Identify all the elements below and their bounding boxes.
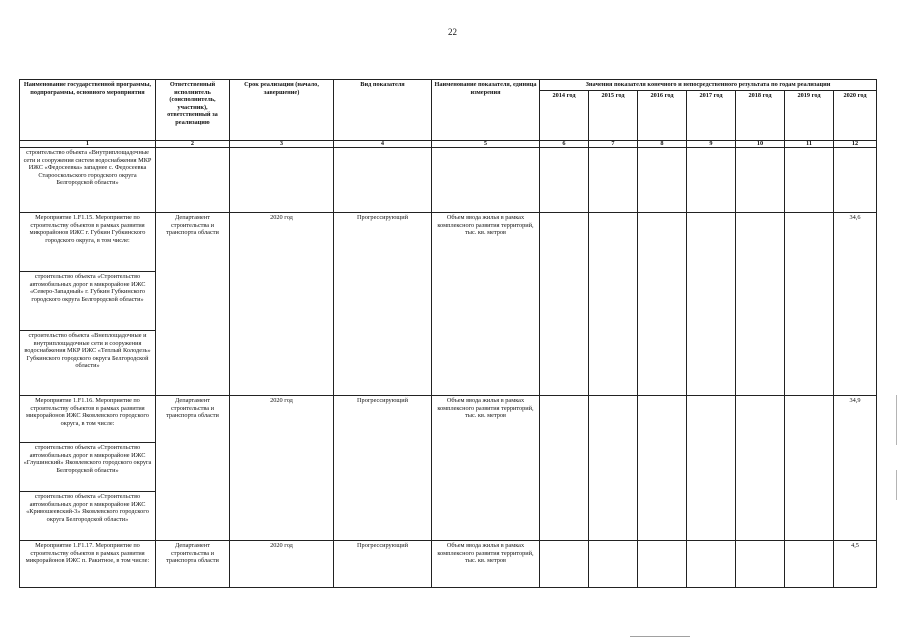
indicator-name: Объем ввода жилья в рамках комплексного развития территорий, тыс. кв. метров — [432, 541, 540, 588]
object-name: строительство объекта «Строительство автомобильных дорог в микрорайоне ИЖС «Глушинский» Яковлевского городского округа Белгородской области» — [20, 443, 156, 492]
header-row — [20, 80, 877, 91]
indicator-kind: Прогрессирующий — [334, 213, 432, 396]
term: 2020 год — [230, 213, 334, 396]
value-2020: 4,5 — [834, 541, 877, 588]
header-year: 2014 год — [540, 91, 589, 141]
column-number: 11 — [785, 141, 834, 148]
measure-name: Мероприятие 1.F1.16. Мероприятие по строительству объектов в рамках развития микрорайонов ИЖС Яковлевского городского округа, в том числе: — [20, 396, 156, 443]
header-years-group: Значения показателя конечного и непосредственного результата по годам реализации — [540, 80, 877, 91]
header-year: 2016 год — [638, 91, 687, 141]
column-number: 5 — [432, 141, 540, 148]
measure-name: Мероприятие 1.F1.17. Мероприятие по строительству объектов в рамках развития микрорайонов ИЖС п. Ракитное, в том числе: — [20, 541, 156, 588]
object-name: строительство объекта «Строительство автомобильных дорог в микрорайоне ИЖС «Кривошеевский-3» Яковлевского городского округа Белгородской области» — [20, 492, 156, 541]
object-name: строительство объекта «Строительство автомобильных дорог в микрорайоне ИЖС «Северо-Западный» г. Губкин Губкинского городского округа Белгородской области» — [20, 272, 156, 331]
indicator-kind: Прогрессирующий — [334, 396, 432, 541]
scan-mark — [630, 636, 690, 637]
executor: Департамент строительства и транспорта области — [156, 541, 230, 588]
column-number: 12 — [834, 141, 877, 148]
indicator-name: Объем ввода жилья в рамках комплексного развития территорий, тыс. кв. метров — [432, 213, 540, 396]
header-year: 2017 год — [687, 91, 736, 141]
column-number: 10 — [736, 141, 785, 148]
header-term: Срок реализации (начало, завершение) — [230, 80, 334, 141]
header-year: 2018 год — [736, 91, 785, 141]
object-name: строительство объекта «Внутриплощадочные сети и сооружения систем водоснабжения МКР ИЖС «Федосеевка» западнее с. Федосеевка Старооскольского городского округа Белгородской области» — [20, 148, 156, 213]
header-program: Наименование государственной программы, подпрограммы, основного мероприятия — [20, 80, 156, 141]
indicator-name: Объем ввода жилья в рамках комплексного развития территорий, тыс. кв. метров — [432, 396, 540, 541]
column-number: 4 — [334, 141, 432, 148]
executor: Департамент строительства и транспорта области — [156, 396, 230, 541]
column-number: 2 — [156, 141, 230, 148]
column-number: 7 — [589, 141, 638, 148]
indicator-kind: Прогрессирующий — [334, 541, 432, 588]
table-row — [20, 396, 877, 443]
indicators-table — [19, 79, 877, 588]
value-2020: 34,9 — [834, 396, 877, 541]
table-row — [20, 541, 877, 588]
header-year: 2019 год — [785, 91, 834, 141]
column-number: 3 — [230, 141, 334, 148]
header-indicator-name: Наименование показателя, единица измерения — [432, 80, 540, 141]
column-numbers-row — [20, 141, 877, 148]
scan-mark — [896, 395, 897, 445]
header-indicator-kind: Вид показателя — [334, 80, 432, 141]
table-row — [20, 148, 877, 213]
header-year: 2015 год — [589, 91, 638, 141]
table-row — [20, 213, 877, 272]
object-name: строительство объекта «Внеплощадочные и внутриплощадочные сети и сооружения водоснабжения МКР ИЖС «Теплый Колодезь» Губкинского городского округа Белгородской области» — [20, 331, 156, 396]
measure-name: Мероприятие 1.F1.15. Мероприятие по строительству объектов в рамках развития микрорайонов ИЖС г. Губкин Губкинского городского округа, в том числе: — [20, 213, 156, 272]
header-year: 2020 год — [834, 91, 877, 141]
column-number: 9 — [687, 141, 736, 148]
executor: Департамент строительства и транспорта области — [156, 213, 230, 396]
scan-mark — [896, 470, 897, 500]
term: 2020 год — [230, 541, 334, 588]
header-executor: Ответственный исполнитель (соисполнитель, участник), ответственный за реализацию — [156, 80, 230, 141]
page-number: 22 — [448, 27, 457, 37]
value-2020: 34,6 — [834, 213, 877, 396]
term: 2020 год — [230, 396, 334, 541]
column-number: 6 — [540, 141, 589, 148]
column-number: 1 — [20, 141, 156, 148]
column-number: 8 — [638, 141, 687, 148]
